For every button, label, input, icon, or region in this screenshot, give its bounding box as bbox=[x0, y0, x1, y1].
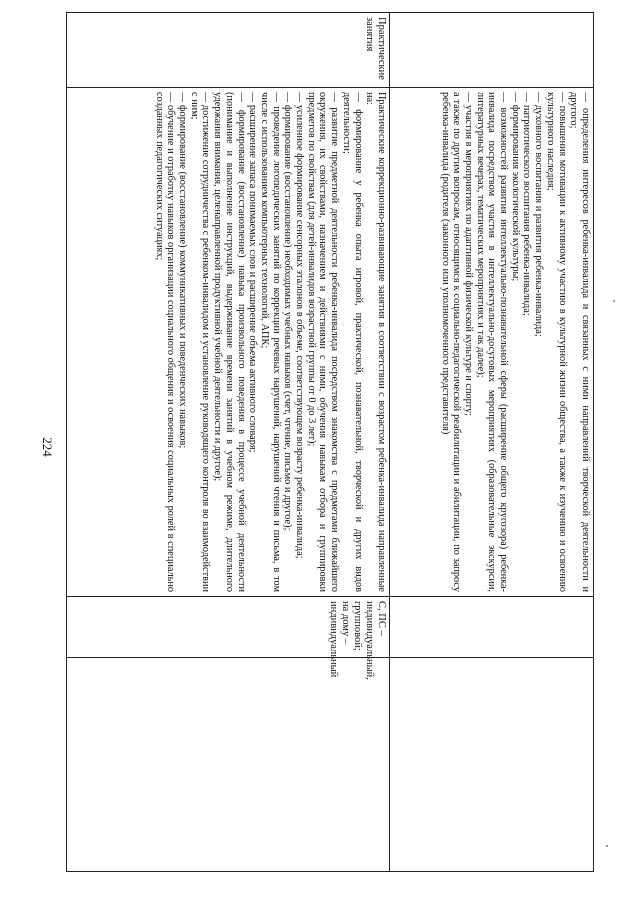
row-extra-cell-empty bbox=[67, 658, 390, 872]
list-item: — формирование (восстановление) необходимых учебных навыков (счет, чтение, письмо и другое); bbox=[282, 92, 294, 531]
program-table bbox=[66, 12, 594, 872]
list-item: — возможностей развития интеллектуально-познавательной сферы (расширение общего кругозора) ребенка-инвалида посредством участия в интеллектуально-досуговых мероприятиях (образовательные экскурсии, литературных вечерах, тематических мероприятиях и так далее); bbox=[474, 92, 510, 592]
row-content-cell bbox=[67, 88, 390, 597]
scan-speck bbox=[606, 845, 608, 847]
list-item: Практические коррекционно-развивающие занятия в соответствии с возрастом ребенка-инвалида направленные на: bbox=[364, 92, 387, 592]
list-item: — участия в мероприятиях по адаптивной физической культуре и спорту; bbox=[462, 92, 474, 416]
row-form-cell: С, ПС – индивидуальный, групповой; на дому – индивидуальный bbox=[67, 597, 390, 658]
list-item: — проведение логопедических занятий по коррекции речевых нарушений, нарушений чтения и письма, в том числе с использованием компьютерных технологий, АПК; bbox=[258, 92, 282, 592]
list-item: — повышения мотивации к активному участию в культурной жизни общества, а также к изучению и освоению культурного наследия; bbox=[544, 92, 568, 592]
list-item: — духовного воспитания и развития ребенка-инвалида; bbox=[533, 92, 545, 337]
list-item: — формирования экологической культуры; bbox=[509, 92, 521, 282]
list-item: — развитие предметной деятельности ребенка-инвалида посредством знакомства с предметами ближайшего окружения, их свойствами, назначением и действиями с ними, обучения навыкам отбора и группировки предметов по свойствам (для детей-инвалидов возрастной группы от 0 до 3 лет); bbox=[305, 92, 341, 592]
list-item: а также по другим вопросам, относящимся к социально-педагогической реабилитации и абилитации, по запросу ребенка-инвалида (родителя (законного или уполномоченного представителя) bbox=[439, 92, 463, 592]
list-item: — усиленное формирование сенсорных эталонов в объеме, соответствующем возрасту ребенка-инвалида; bbox=[294, 92, 306, 559]
scan-speck bbox=[613, 300, 615, 302]
list-item: — обучение и отработку навыков организации социального общения и освоения социальных ролей в специально созданных педагогических ситуациях; bbox=[153, 92, 177, 592]
row-name-cell-empty bbox=[390, 13, 594, 88]
row-extra-cell-empty bbox=[390, 658, 594, 872]
table-row bbox=[390, 13, 594, 872]
list-item: — формирование (восстановление) навыка произвольного поведения в процессе учебной деятельности (понимание и выполнение инструкций, выдерживание времени занятий в учебном режиме, длительного удержания внимания, целенаправленной продуктивной учебной деятельности и другое); bbox=[212, 92, 247, 592]
row-form-cell-empty bbox=[390, 597, 594, 658]
rotated-page bbox=[50, 0, 610, 880]
list-item: — формирование у ребенка опыта игровой, практической, познавательной, творческой и других видов деятельности; bbox=[340, 92, 364, 592]
list-item: — определения интересов ребенка-инвалида и связанных с ними направлений творческой деятельности и другого; bbox=[568, 92, 591, 592]
row-content-cell bbox=[390, 88, 594, 597]
list-item: — расширение запаса понимаемых слов и расширение объема активного словаря; bbox=[247, 92, 259, 453]
row-name-cell: Практические занятия bbox=[67, 13, 390, 88]
list-item: — патриотического воспитания ребенка-инвалида; bbox=[521, 92, 533, 316]
table-row bbox=[67, 13, 390, 872]
list-item: — формирование (восстановление) коммуникативных и поведенческих навыков; bbox=[177, 92, 189, 449]
page-number: 224 bbox=[39, 437, 55, 457]
list-item: — достижение сотрудничества с ребенком-инвалидом и установление руководящего контроля во взаимодействии с ним; bbox=[188, 92, 212, 592]
